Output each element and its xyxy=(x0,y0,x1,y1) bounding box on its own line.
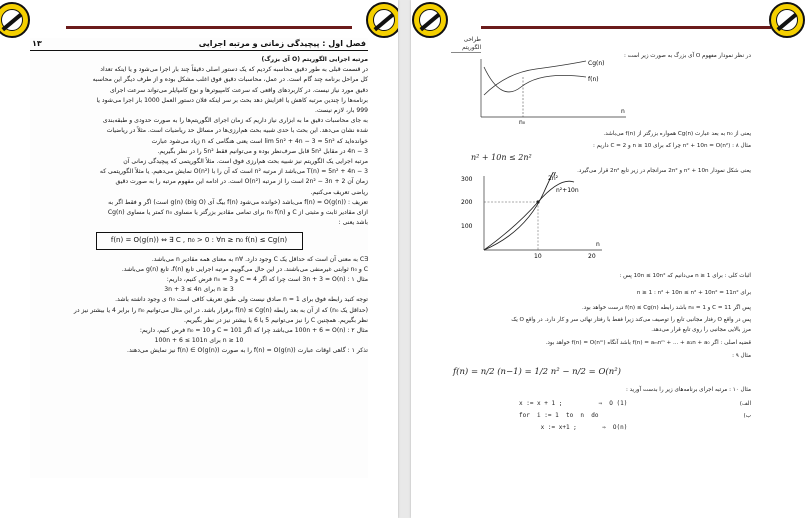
paragraph-line: 4n − 3 در مقابل 5n² قابل صرف‌نظر بوده و می‌توانیم فقط 5n² را در نظر بگیریم. xyxy=(157,147,368,155)
example-line: مثال ۱۰ : مرتبه اجرای برنامه‌های زیر را بدست آورید : xyxy=(625,387,751,393)
paragraph-line: مرتبه اجرایی یک الگوریتم نیز شبیه بحث هم‌ارزی فوق است. مثلاً الگوریتمی که پیچیدگی زمانی آن xyxy=(123,158,368,166)
paragraph-line: خوانده‌اید که lim 5n² + 4n − 3 ≈ 5n² است یعنی هنگامی که n زیاد می‌شود عبارت xyxy=(151,137,368,145)
y-tick-label: 300 xyxy=(461,176,473,183)
paragraph-line: پس در واقع O رفتار مجانبی تابع را توصیف می‌کند زیرا فقط با رفتار نهائی سر و کار دارد. در واقع O یک xyxy=(511,317,751,323)
right-page xyxy=(411,0,809,518)
paragraph-line: در قسمت قبلی به طور دقیق محاسبه کردیم که یک دستور اصلی دقیقاً چند بار اجرا می‌شود و یا اینکه تعداد xyxy=(100,66,368,74)
paragraph-line: پس اگر C = 11 و n₀ = 1 باشد رابطه f(n) ≤ Cg(n) درست خواهد بود. xyxy=(581,305,751,311)
paragraph-line: C و n₀ ثوابتی غیرمنفی می‌باشند. در این حال می‌گوییم مرتبه اجرایی تابع f(n)، تابع g(n) می‌باشد. xyxy=(121,265,368,273)
n-axis-label: n xyxy=(621,108,625,115)
paragraph-line: ریاضی تعریف می‌کنیم. xyxy=(310,188,368,196)
paragraph-line: مرز بالایی مجانبی را روی تابع قرار می‌دهد. xyxy=(651,327,751,333)
left-page xyxy=(0,0,398,518)
two-n-squared-curve xyxy=(484,172,556,250)
code-line: x := x + 1 ; ⇒ O (1) xyxy=(519,400,628,407)
x-tick-label: 20 xyxy=(588,253,596,260)
paragraph-line: (حداقل یک n₀) که از آن به بعد رابطه f(n) ≤ Cg(n) برقرار باشد. در این مثال می‌توانیم n₀ را برابر 4 یا بیشتر نیز در xyxy=(73,306,368,314)
big-o-concept-graph xyxy=(476,55,631,125)
paragraph-line: یعنی از n₀ به بعد عبارت Cg(n) همواره بزرگتر از f(n) می‌باشد. xyxy=(603,131,751,137)
page-number: ۱۳ xyxy=(32,39,42,48)
paragraph-line: نظر بگیریم. همچنین C را نیز می‌توانیم 5 یا 6 یا بیشتر نیز در نظر بگیریم. xyxy=(184,316,368,324)
inequality-line: 3n + 3 ≤ 4n برای n ≥ 3 xyxy=(164,286,234,294)
cg-curve xyxy=(484,61,586,95)
paragraph-line: اثبات کلی : برای n ≥ 1 می‌دانیم که 10n ≤ 10n² پس : xyxy=(619,273,751,279)
scanned-page-content xyxy=(30,38,368,478)
paragraph-line: برنامه‌ها را چندین مرتبه کاهش یا افزایش دهد بحث بر سر اینکه فلان دستور العمل 1000 بار اجرا می‌شود یا xyxy=(96,96,368,104)
paragraph-line: توجه کنید رابطه فوق برای n = 1 صادق نیست ولی طبق تعریف کافی است n₀ ی وجود داشته باشد. xyxy=(115,296,368,304)
paragraph-line: به جای محاسبات دقیق ما به ابزاری نیاز داریم که زمان اجرای الگوریتم‌ها را به صورت حدودی و طبقه‌بندی xyxy=(102,117,368,125)
paragraph-line: ازای مقادیر ثابت و مثبتی از C و n₀ f(n) برای تمامی مقادیر بزرگتر یا مساوی n₀ کمتر یا مساوی Cg(n) xyxy=(107,209,368,217)
y-tick-label: 100 xyxy=(461,223,473,230)
code-label: ب) xyxy=(743,413,751,419)
theorem-line: قضیه اصلی : اگر f(n) = aₘnᵐ + ... + a₁n + a₀ باشد آنگاه f(n) = O(nᵐ) خواهد بود. xyxy=(545,340,751,346)
paragraph-line: کل مراحل برنامه چند گام است. در عمل، محاسبات دقیق فوق اغلب مشکل بوده و از طرف دیگر این محاسبه xyxy=(92,76,368,84)
paragraph-line: ∃C به معنی آن است که حداقل یک C وجود دارد. ∀n به معنای همه مقادیر n می‌باشد. xyxy=(151,255,368,263)
paragraph-line: شده نشان می‌دهد. این بحث با حدی شبیه بحث هم‌ارزی‌ها در مسائل حد ریاضیات است. مثلاً در ریاضیات xyxy=(106,127,368,135)
page-top-bar xyxy=(66,26,352,29)
f-label: f(n) xyxy=(588,76,599,83)
y-tick-label: 200 xyxy=(461,199,473,206)
example-line: مثال ۱ : 3n + 3 = O(n) است چرا که اگر C = 4 و n₀ = 3 فرض کنیم، داریم: xyxy=(166,276,368,284)
code-label: الف) xyxy=(739,401,751,407)
page-header xyxy=(30,38,368,51)
paragraph-line: باشد یعنی : xyxy=(338,219,368,227)
example-line: مثال ۸ : n² + 10n = O(n²) چرا که برای n ≥ 10 و C = 2 داریم : xyxy=(592,143,751,149)
cg-label: Cg(n) xyxy=(588,60,605,67)
paragraph-line: دقیق مورد نیاز نیست. در کاربردهای واقعی که سرعت کامپیوترها و نوع کامپایلر می‌تواند سرعت اجرای xyxy=(109,86,368,94)
n0-label: n₀ xyxy=(519,119,526,125)
paragraph-line: تعریف : f(n) = O(g(n)) می‌باشد (خوانده می‌شود f(n) بیگ آی (big O) g(n) است) اگر و فقط اگر به xyxy=(108,198,368,206)
running-header: طراحی الگوریتم xyxy=(451,36,481,53)
page-gutter xyxy=(398,0,411,518)
intro-line: در نظر نمودار مفهوم O آی بزرگ به صورت زیر است : xyxy=(624,53,751,59)
intersection-point xyxy=(536,200,539,203)
n-squared-plus-10n-label: n²+10n xyxy=(556,187,579,194)
proof-line: برای n ≥ 1 : n² + 10n ≤ n² + 10n² = 11n² xyxy=(636,290,751,296)
no-copy-stamp-icon xyxy=(769,2,805,38)
paragraph-line: زمان آن 2n² − 3n + 2 است را از مرتبه O(n²) است. در ادامه این مفهوم مرتبه را به صورت دقیق xyxy=(115,178,368,186)
no-copy-stamp-icon xyxy=(366,2,398,38)
code-line: for i := 1 to n do xyxy=(519,412,599,419)
chapter-title: فصل اول : پیچیدگی زمانی و مرتبه اجرایی xyxy=(198,39,366,48)
code-line: x := x+1 ; ⇒ O(n) xyxy=(519,424,628,431)
two-n-squared-label: 2n² xyxy=(548,175,559,182)
paragraph-line: یعنی شکل نمودار n² + 10n و 2n² سرانجام در زیر تابع 2n² قرار می‌گیرد. xyxy=(577,168,751,174)
x-tick-label: 10 xyxy=(534,253,542,260)
paragraph-line: T(n) = 5n² + 4n − 3 می‌باشد از مرتبه n² است که آن را با O(n²) نمایش می‌دهیم. یا مثلاً الگوریتمی که xyxy=(99,168,368,176)
no-copy-stamp-icon xyxy=(412,2,448,38)
complexity-formula: f(n) = n/2 (n−1) = 1/2 n² − n/2 = O(n²) xyxy=(453,367,621,377)
page-top-bar xyxy=(481,26,771,29)
inequality-line: 100n + 6 ≤ 101n برای n ≥ 10 xyxy=(154,337,244,345)
f-curve xyxy=(484,67,586,92)
inequality-line: n² + 10n ≤ 2n² xyxy=(471,153,532,162)
growth-comparison-graph xyxy=(456,172,606,260)
definition-formula-box: f(n) = O(g(n)) ⇔ ∃ C , n₀ > 0 : ∀n ≥ n₀ f(n) ≤ Cg(n) xyxy=(96,232,303,249)
example-line: مثال ۹ : xyxy=(732,353,751,359)
example-line: مثال ۲ : 100n + 6 = O(n) می‌باشد چرا که اگر C = 101 و n₀ = 10 فرض کنیم، داریم: xyxy=(139,327,368,335)
note-line: تذکر ۱ : گاهی اوقات عبارت f(n) = O(g(n)) را به صورت f(n) ∈ O(g(n)) نیز نمایش می‌دهند. xyxy=(127,347,368,355)
paragraph-line: 999 بار، لازم نیست. xyxy=(315,107,368,115)
section-title: مرتبه اجرایی الگوریتم (O آی بزرگ) xyxy=(261,56,368,63)
no-copy-stamp-icon xyxy=(0,2,30,38)
n-axis-label: n xyxy=(596,241,600,248)
